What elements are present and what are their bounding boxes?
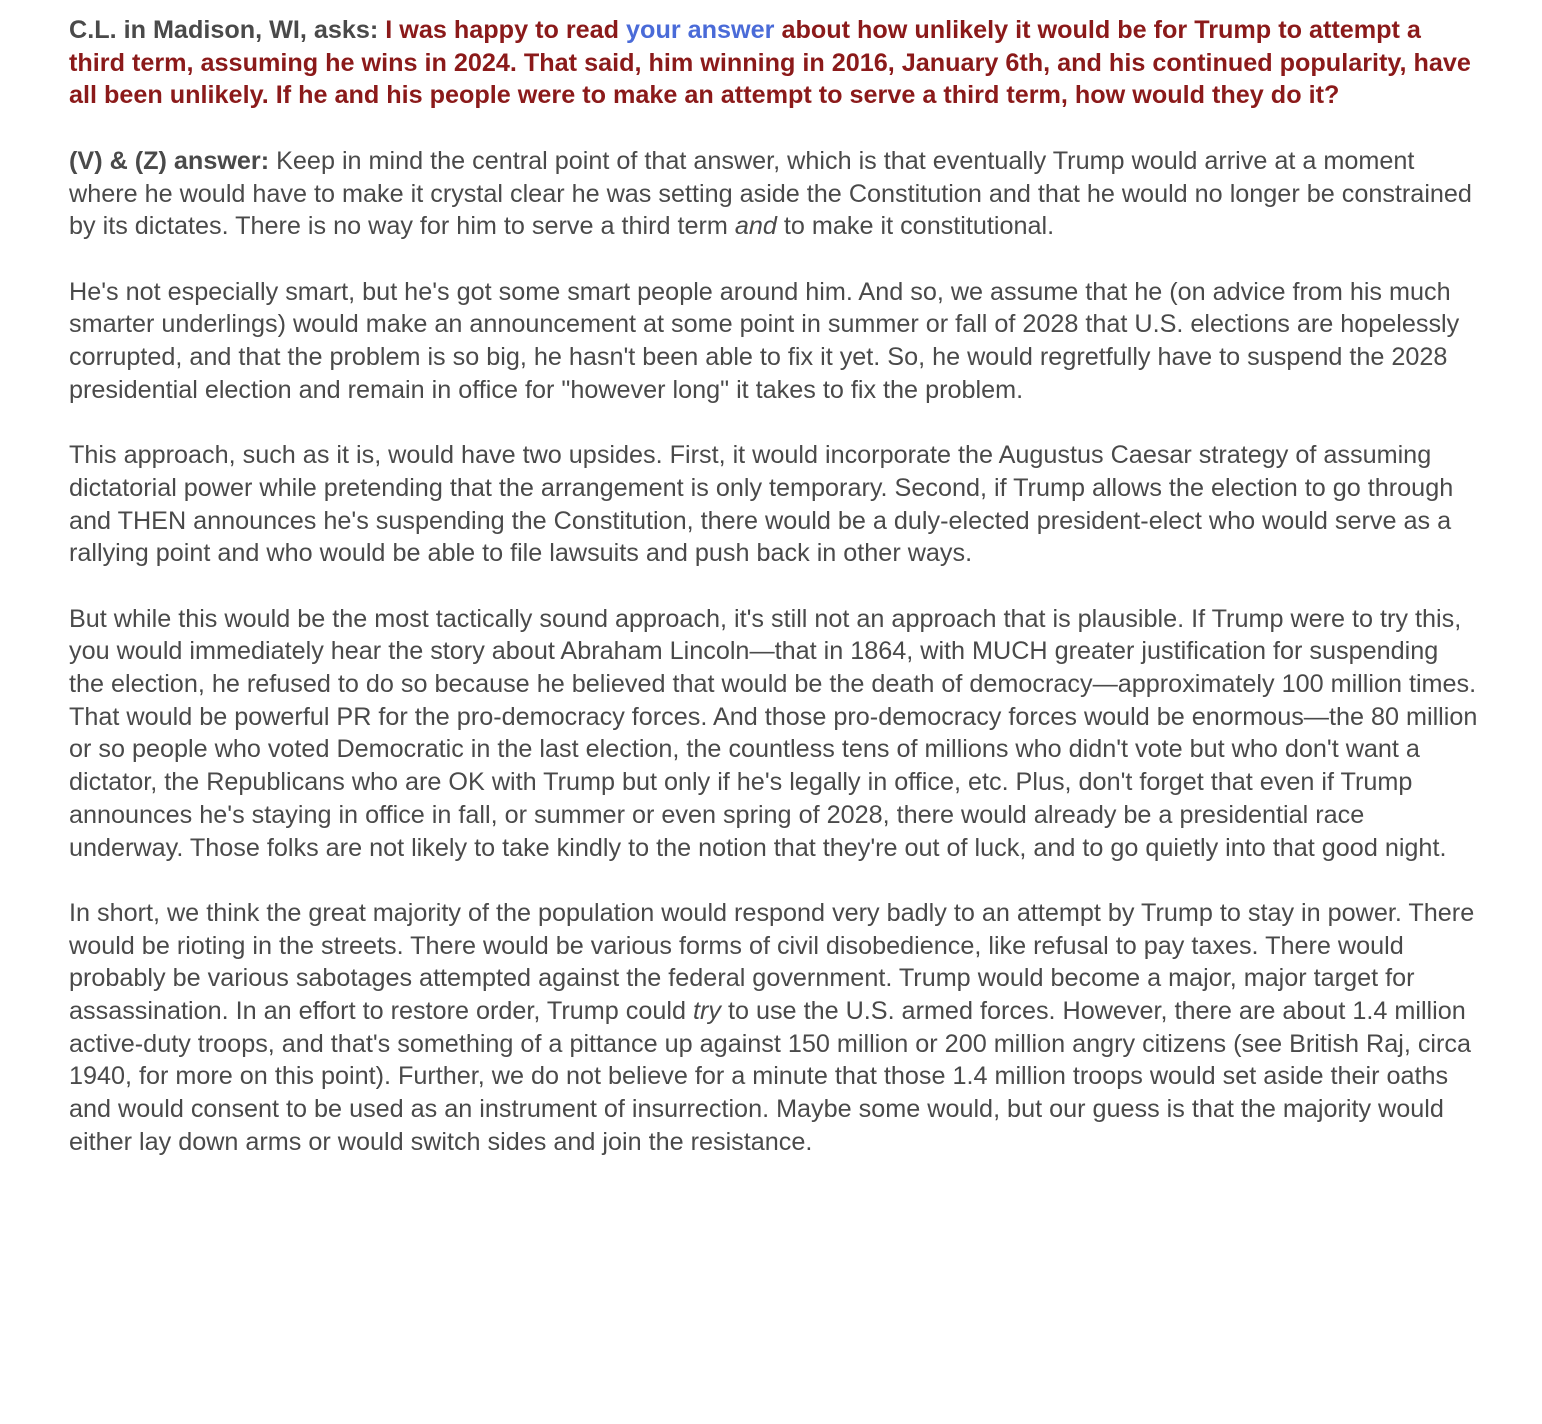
answer-p5-emphasis: try (692, 997, 721, 1026)
question-asker: C.L. in Madison, WI, asks: (69, 16, 379, 44)
answer-p1-text-b: to make it constitutional. (783, 212, 1055, 241)
article (69, 14, 1479, 1191)
answer-paragraph-5 (69, 897, 1479, 1159)
answer-p1-emphasis: and (734, 212, 777, 241)
question-text-start: I was happy to read (385, 16, 620, 44)
answer-p5-text-a: In short, we think the great majority of the population would respond very badly to an attempt by Trump to stay in power. There would be rioting in the streets. There would be various forms of civil disobedience, like refusal to pay taxes. There would probably be various sabotages attempted against the federal government. Trump would become a major, major target for assassination. In an effort to restore order, Trump could (69, 898, 1475, 1026)
your-answer-link[interactable]: your answer (626, 16, 775, 44)
answer-label: (V) & (Z) answer: (69, 146, 270, 175)
answer-paragraph-1 (69, 145, 1479, 243)
answer-paragraph-3: This approach, such as it is, would have two upsides. First, it would incorporate the Augustus Caesar strategy of assuming dictatorial power while pretending that the arrangement is only temporary. Second, if Trump allows the election to go through and THEN announces he's suspending the Constitution, there would be a duly-elected president-elect who would serve as a rallying point and who would be able to file lawsuits and push back in other ways. (69, 441, 1454, 568)
answer-paragraph-2: He's not especially smart, but he's got some smart people around him. And so, we assume that he (on advice from his much smarter underlings) would make an announcement at some point in summer or fall of 2028 that U.S. elections are hopelessly corrupted, and that the problem is so big, he hasn't been able to fix it yet. So, he would regretfully have to suspend the 2028 presidential election and remain in office for "however long" it takes to fix the problem. (69, 277, 1460, 404)
question-text-end: about how unlikely it would be for Trump to attempt a third term, assuming he wins in 2024. That said, him winning in 2016, January 6th, and his continued popularity, have all been unlikely. If he and his people were to make an attempt to serve a third term, how would they do it? (69, 16, 1471, 110)
answer-p1-text-a: Keep in mind the central point of that answer, which is that eventually Trump would arrive at a moment where he would have to make it crystal clear he was setting aside the Constitution and that he would no longer be constrained by its dictates. There is no way for him to serve a third term (69, 146, 1472, 241)
answer-paragraph-4: But while this would be the most tactically sound approach, it's still not an approach that is plausible. If Trump were to try this, you would immediately hear the story about Abraham Lincoln—that in 1864, with MUCH greater justification for suspending the election, he refused to do so because he believed that would be the death of democracy—approximately 100 million times. That would be powerful PR for the pro-democracy forces. And those pro-democracy forces would be enormous—the 80 million or so people who voted Democratic in the last election, the countless tens of millions who didn't vote but who don't want a dictator, the Republicans who are OK with Trump but only if he's legally in office, etc. Plus, don't forget that even if Trump announces he's staying in office in fall, or summer or even spring of 2028, there would already be a presidential race underway. Those folks are not likely to take kindly to the notion that they're out of luck, and to go quietly into that good night. (69, 604, 1478, 862)
answer-p5-text-b: to use the U.S. armed forces. However, there are about 1.4 million active-duty troops, and that's something of a pittance up against 150 million or 200 million angry citizens (see British Raj, circa 1940, for more on this point). Further, we do not believe for a minute that those 1.4 million troops would set aside their oaths and would consent to be used as an instrument of insurrection. Maybe some would, but our guess is that the majority would either lay down arms or would switch sides and join the resistance. (69, 997, 1472, 1156)
question-paragraph (69, 14, 1479, 112)
